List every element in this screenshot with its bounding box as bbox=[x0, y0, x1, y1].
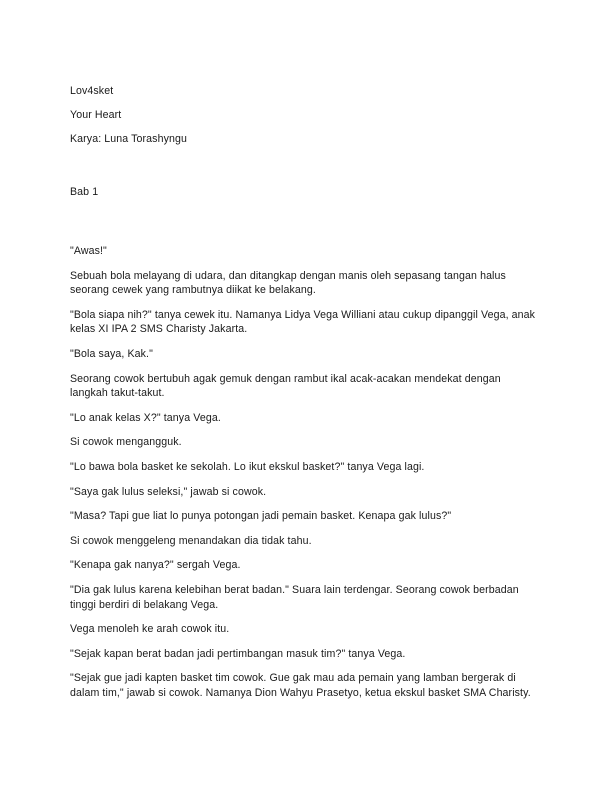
paragraph: Vega menoleh ke arah cowok itu. bbox=[70, 623, 230, 636]
chapter-heading: Bab 1 bbox=[70, 186, 99, 198]
paragraph: "Bola siapa nih?" tanya cewek itu. Namanya Lidya Vega Williani atau cukup dipanggil Vega, anak kelas XI IPA 2 SMS Charisty Jakarta. bbox=[70, 308, 536, 336]
paragraph: "Bola saya, Kak." bbox=[70, 347, 153, 360]
paragraph: "Sejak kapan berat badan jadi pertimbangan masuk tim?" tanya Vega. bbox=[70, 647, 406, 660]
paragraph: Si cowok menggeleng menandakan dia tidak tahu. bbox=[70, 534, 312, 547]
document-body bbox=[70, 84, 540, 710]
paragraph: "Lo anak kelas X?" tanya Vega. bbox=[70, 411, 221, 424]
paragraph: "Saya gak lulus seleksi," jawab si cowok. bbox=[70, 485, 267, 498]
series-title: Lov4sket bbox=[70, 85, 114, 97]
paragraph: "Sejak gue jadi kapten basket tim cowok. Gue gak mau ada pemain yang lamban bergerak di dalam tim," jawab si cowok. Namanya Dion Wahyu Prasetyo, ketua ekskul basket SMA Charisty. bbox=[70, 672, 531, 699]
paragraph: "Kenapa gak nanya?" sergah Vega. bbox=[70, 559, 241, 572]
paragraph: Si cowok mengangguk. bbox=[70, 436, 182, 449]
paragraph: "Dia gak lulus karena kelebihan berat badan." Suara lain terdengar. Seorang cowok berbadan tinggi berdiri di belakang Vega. bbox=[70, 583, 519, 611]
paragraph: "Lo bawa bola basket ke sekolah. Lo ikut ekskul basket?" tanya Vega lagi. bbox=[70, 460, 425, 473]
author-line: Karya: Luna Torashyngu bbox=[70, 133, 187, 145]
paragraph: "Masa? Tapi gue liat lo punya potongan jadi pemain basket. Kenapa gak lulus?" bbox=[70, 510, 452, 523]
paragraph: Sebuah bola melayang di udara, dan ditangkap dengan manis oleh sepasang tangan halus seorang cewek yang rambutnya diikat ke belakang. bbox=[70, 269, 506, 297]
paragraph: "Awas!" bbox=[70, 245, 107, 257]
book-title: Your Heart bbox=[70, 109, 122, 121]
paragraph: Seorang cowok bertubuh agak gemuk dengan rambut ikal acak-acakan mendekat dengan langkah takut-takut. bbox=[70, 372, 501, 400]
